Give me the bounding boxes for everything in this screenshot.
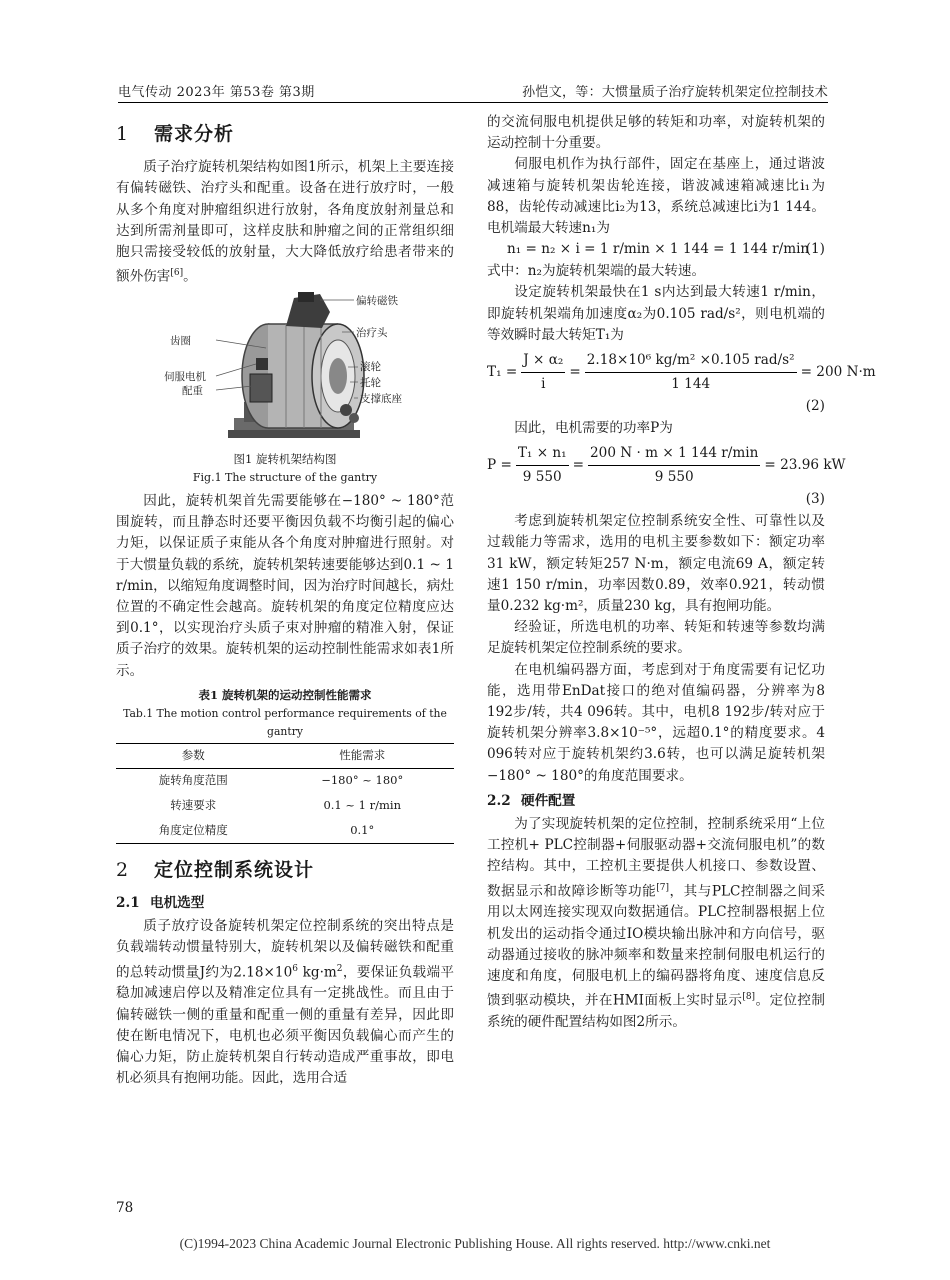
equation-number: (1) xyxy=(805,241,825,258)
equation-1 xyxy=(487,239,825,261)
citation-link[interactable]: [7] xyxy=(656,882,669,893)
table-row xyxy=(116,818,454,843)
left-column xyxy=(116,112,454,1089)
paragraph: 因此，电机需要的功率P为 xyxy=(514,420,673,437)
table-header-row xyxy=(116,743,454,768)
citation-link[interactable]: [8] xyxy=(742,992,756,1003)
running-header xyxy=(118,78,828,100)
figure-1-gantry xyxy=(116,290,454,450)
equation-number: (3) xyxy=(805,491,825,508)
paragraph: 在电机编码器方面，考虑到对于角度需要有记忆功能，选用带EnDat接口的绝对值编码器，分辨率为8 192步/转，共4 096转。其中，电机8 192步/转对应于旋转机架分辨率3.8×10⁻⁵°，远超0.1°的精度要求。4 096转对应于旋转机架约3.6转，也可以满足旋转机架−180° ~ 180°的角度范围要求。 xyxy=(487,661,825,784)
column-header: 性能需求 xyxy=(339,748,386,763)
paragraph-continued: 的交流伺服电机提供足够的转矩和功率，对旋转机架的运动控制十分重要。 xyxy=(487,114,825,152)
gantry-illustration xyxy=(116,290,454,450)
section-title: 定位控制系统设计 xyxy=(154,858,315,881)
table-1-caption-en: Tab.1 The motion control performance requirements of the gantry xyxy=(123,706,447,738)
table-cell: −180° ~ 180° xyxy=(321,773,404,788)
paragraph: 经验证，所选电机的功率、转矩和转速等参数均满足旋转机架定位控制系统的要求。 xyxy=(487,619,825,657)
label-counterweight: 配重 xyxy=(182,384,203,397)
table-1-motion-requirements xyxy=(116,743,454,844)
journal-info: 电气传动 2023年 第53卷 第3期 xyxy=(118,85,315,100)
label-gear-ring: 齿圈 xyxy=(170,334,191,347)
label-deflect-magnet: 偏转磁铁 xyxy=(356,294,398,307)
section-1-heading xyxy=(116,124,454,145)
section-2-heading xyxy=(116,860,454,881)
subsection-number: 2.1 xyxy=(116,894,140,911)
subsection-2-1-heading xyxy=(116,893,454,914)
paragraph: 质子治疗旋转机架结构如图1所示，机架上主要连接有偏转磁铁、治疗头和配重。设备在进行放疗时，一般从多个角度对肿瘤组织进行放射，各角度放射剂量总和达到所需剂量即可，这样皮肤和肿瘤之间的正常组织细胞只需接受较低的放射量，大大降低放疗给患者带来的额外伤害[6]。 xyxy=(116,159,454,285)
header-rule xyxy=(118,102,828,103)
label-base: 支撑底座 xyxy=(360,392,402,405)
article-authors-title: 孙恺文，等：大惯量质子治疗旋转机架定位控制技术 xyxy=(522,85,828,100)
label-treatment-head: 治疗头 xyxy=(356,326,388,339)
copyright-notice: (C)1994-2023 China Academic Journal Electronic Publishing House. All rights reserved. http://www.cnki.net xyxy=(179,1236,771,1251)
equation-where: 式中：n₂为旋转机架端的最大转速。 xyxy=(487,263,706,280)
paragraph: 因此，旋转机架首先需要能够在−180° ~ 180°范围旋转，而且静态时还要平衡因负载不均衡引起的偏心力矩，以保证质子束能从各个角度对肿瘤进行照射。对于大惯量负载的系统，旋转机架转速要能够达到0.1 ~ 1 r/min，以缩短角度调整时间，因为治疗时间越长，病灶位置的不确定性会越高。旋转机架的角度定位精度应达到0.1°，以实现治疗头质子束对肿瘤的精准入射，保证质子治疗的效果。旋转机架的运动控制性能需求如表1所示。 xyxy=(116,492,454,679)
label-support-wheel: 托轮 xyxy=(360,376,381,389)
label-servo-motor: 伺服电机 xyxy=(164,370,206,383)
table-1-caption: 表1 旋转机架的运动控制性能需求 xyxy=(198,687,372,702)
equation-body: n₁ = n₂ × i = 1 r/min × 1 144 = 1 144 r/min xyxy=(507,241,810,258)
label-roller: 滚轮 xyxy=(360,360,381,373)
subsection-title: 电机选型 xyxy=(150,894,205,911)
subsection-2-2-heading xyxy=(487,791,825,812)
subsection-title: 硬件配置 xyxy=(521,792,576,809)
right-column xyxy=(487,112,876,1033)
table-row xyxy=(116,793,454,818)
section-number: 1 xyxy=(116,123,130,145)
paragraph: 设定旋转机架最快在1 s内达到最大转速1 r/min，即旋转机架端角加速度α₂为0.105 rad/s²，则电机端的等效瞬时最大转矩T₁为 xyxy=(487,284,825,343)
table-cell: 0.1° xyxy=(350,822,375,837)
equation-number: (2) xyxy=(805,398,825,415)
table-cell: 转速要求 xyxy=(170,798,217,813)
paragraph: 考虑到旋转机架定位控制系统安全性、可靠性以及过载能力等需求，选用的电机主要参数如下：额定功率31 kW，额定转矩257 N·m，额定电流69 A，额定转速1 150 r/min，功率因数0.89，效率0.921，转动惯量0.232 kg·m²，质量230 kg，具有抱闸功能。 xyxy=(487,513,825,615)
table-cell: 0.1 ~ 1 r/min xyxy=(323,798,402,813)
paragraph: 伺服电机作为执行部件，固定在基座上，通过谐波减速箱与旋转机架齿轮连接，谐波减速箱减速比i₁为88，齿轮传动减速比i₂为13，系统总减速比i为1 144。电机端最大转速n₁为 xyxy=(487,156,825,237)
equation-3: P = $\frac{\text{T₁ × n₁}}{9 550}$ = $\frac{200 N \cdot m \times 1 144 r/\min}{9 550}$ = 23.96 kW xyxy=(487,445,846,486)
figure-1-caption: 图1 旋转机架结构图 xyxy=(233,451,337,466)
section-number: 2 xyxy=(116,858,130,881)
figure-1-caption-en: Fig.1 The structure of the gantry xyxy=(192,470,378,484)
section-title: 需求分析 xyxy=(154,123,235,145)
equation-2: T₁ = $\frac{\text{J × α₂}}{i}$ = $\frac{\text{2.18×10⁶ kg/m² ×0.105 rad/s²}}{1 144}$ = 200 N·m xyxy=(487,352,876,393)
table-row xyxy=(116,768,454,793)
column-header: 参数 xyxy=(181,748,205,763)
paragraph: 为了实现旋转机架的定位控制，控制系统采用“上位工控机+ PLC控制器+伺服驱动器+交流伺服电机”的数控结构。其中，工控机主要提供人机接口、参数设置、数据显示和故障诊断等功能[7]，其与PLC控制器之间采用以太网连接实现双向数据通信。PLC控制器根据上位机发出的运动指令通过IO模块输出脉冲和方向信号，驱动器通过接收的脉冲频率和数量来控制伺服电机运行的速度和角度，伺服电机上的编码器将角度、速度信息反馈到驱动模块，并在HMI面板上实时显示[8]。定位控制系统的硬件配置结构如图2所示。 xyxy=(487,816,826,1030)
citation-link[interactable]: [6] xyxy=(170,268,184,279)
page-number: 78 xyxy=(116,1200,134,1216)
paragraph: 质子放疗设备旋转机架定位控制系统的突出特点是负载端转动惯量特别大，旋转机架以及偏转磁铁和配重的总转动惯量J约为$2.18\times 10^6$ $kg\cdot m^2$，要保证负载端平稳加减速启停以及精准定位具有一定挑战性。而且由于偏转磁铁一侧的重量和配重一侧的重量有差异，因此即使在断电情况下，电机也必须平衡因负载偏心而产生的偏心力矩，防止旋转机架自行转动造成严重事故，即电机必须具有抱闸功能。因此，选用合适 xyxy=(116,918,455,1087)
table-cell: 旋转角度范围 xyxy=(158,773,228,788)
table-cell: 角度定位精度 xyxy=(158,822,228,837)
subsection-number: 2.2 xyxy=(487,792,511,809)
